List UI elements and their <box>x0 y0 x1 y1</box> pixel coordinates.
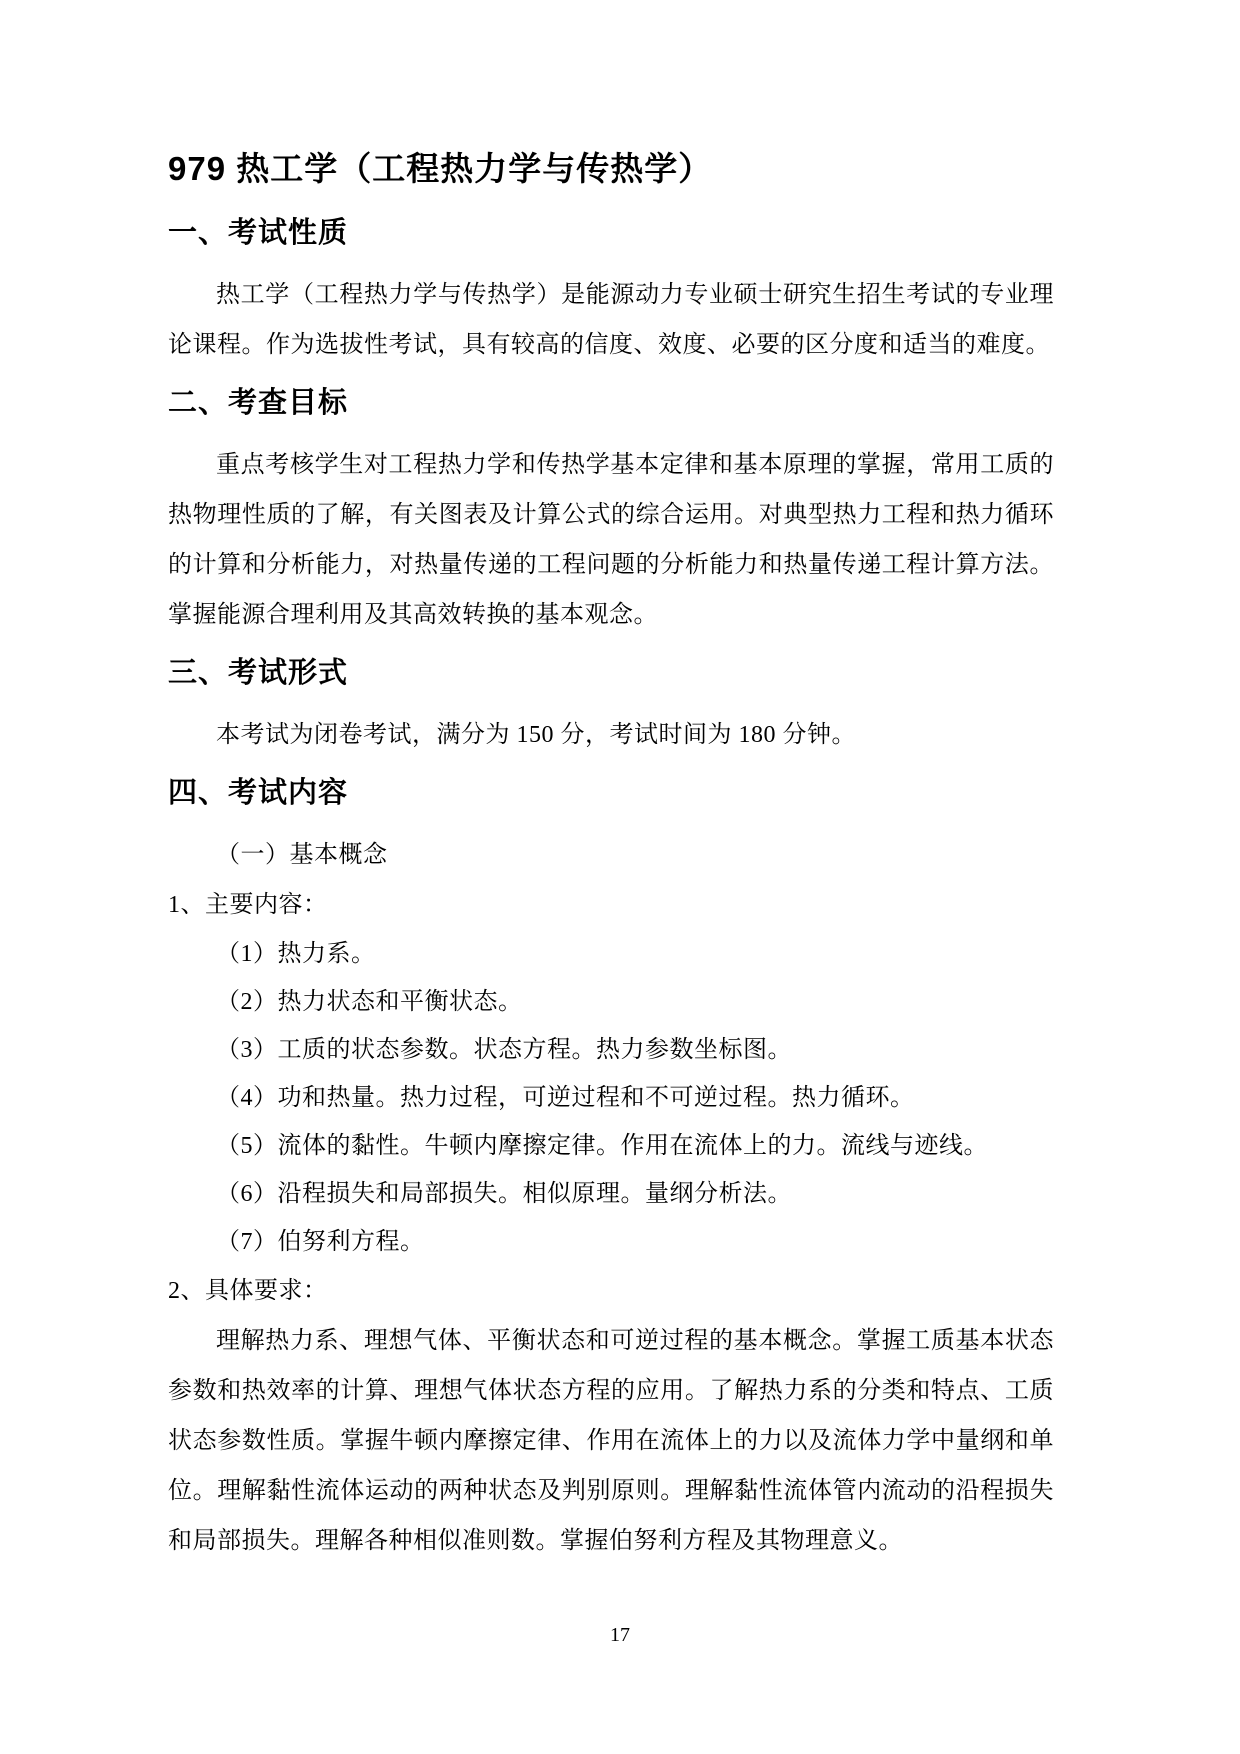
subsection-heading-basic-concepts: （一）基本概念 <box>216 842 388 868</box>
page-number: 17 <box>610 1624 630 1646</box>
list-item-1: （1）热力系。 <box>216 941 376 967</box>
list-item-4: （4）功和热量。热力过程，可逆过程和不可逆过程。热力循环。 <box>216 1085 915 1111</box>
requirements-label: 2、具体要求： <box>168 1278 328 1304</box>
document-title: 979 热工学（工程热力学与传热学） <box>168 150 713 187</box>
paragraph-exam-nature: 热工学（工程热力学与传热学）是能源动力专业硕士研究生招生考试的专业理论课程。作为选拔性考试，具有较高的信度、效度、必要的区分度和适当的难度。 <box>168 282 1054 358</box>
paragraph-requirements: 理解热力系、理想气体、平衡状态和可逆过程的基本概念。掌握工质基本状态参数和热效率的计算、理想气体状态方程的应用。了解热力系的分类和特点、工质状态参数性质。掌握牛顿内摩擦定律、作用在流体上的力以及流体力学中量纲和单位。理解黏性流体运动的两种状态及判别原则。理解黏性流体管内流动的沿程损失和局部损失。理解各种相似准则数。掌握伯努利方程及其物理意义。 <box>168 1328 1054 1554</box>
section-heading-exam-format: 三、考试形式 <box>168 657 349 689</box>
list-item-5: （5）流体的黏性。牛顿内摩擦定律。作用在流体上的力。流线与迹线。 <box>216 1133 988 1159</box>
list-item-3: （3）工质的状态参数。状态方程。热力参数坐标图。 <box>216 1037 792 1063</box>
section-heading-exam-content: 四、考试内容 <box>168 777 349 809</box>
section-heading-assessment-goals: 二、考查目标 <box>168 387 349 419</box>
list-item-2: （2）热力状态和平衡状态。 <box>216 989 523 1015</box>
paragraph-exam-format: 本考试为闭卷考试，满分为 150 分，考试时间为 180 分钟。 <box>216 722 856 748</box>
section-heading-exam-nature: 一、考试性质 <box>168 217 349 249</box>
list-item-6: （6）沿程损失和局部损失。相似原理。量纲分析法。 <box>216 1181 792 1207</box>
main-content-label: 1、主要内容： <box>168 892 328 918</box>
document-content <box>168 148 1054 1566</box>
list-item-7: （7）伯努利方程。 <box>216 1229 425 1255</box>
paragraph-assessment-goals: 重点考核学生对工程热力学和传热学基本定律和基本原理的掌握，常用工质的热物理性质的了解，有关图表及计算公式的综合运用。对典型热力工程和热力循环的计算和分析能力，对热量传递的工程问题的分析能力和热量传递工程计算方法。掌握能源合理利用及其高效转换的基本观念。 <box>168 452 1054 628</box>
